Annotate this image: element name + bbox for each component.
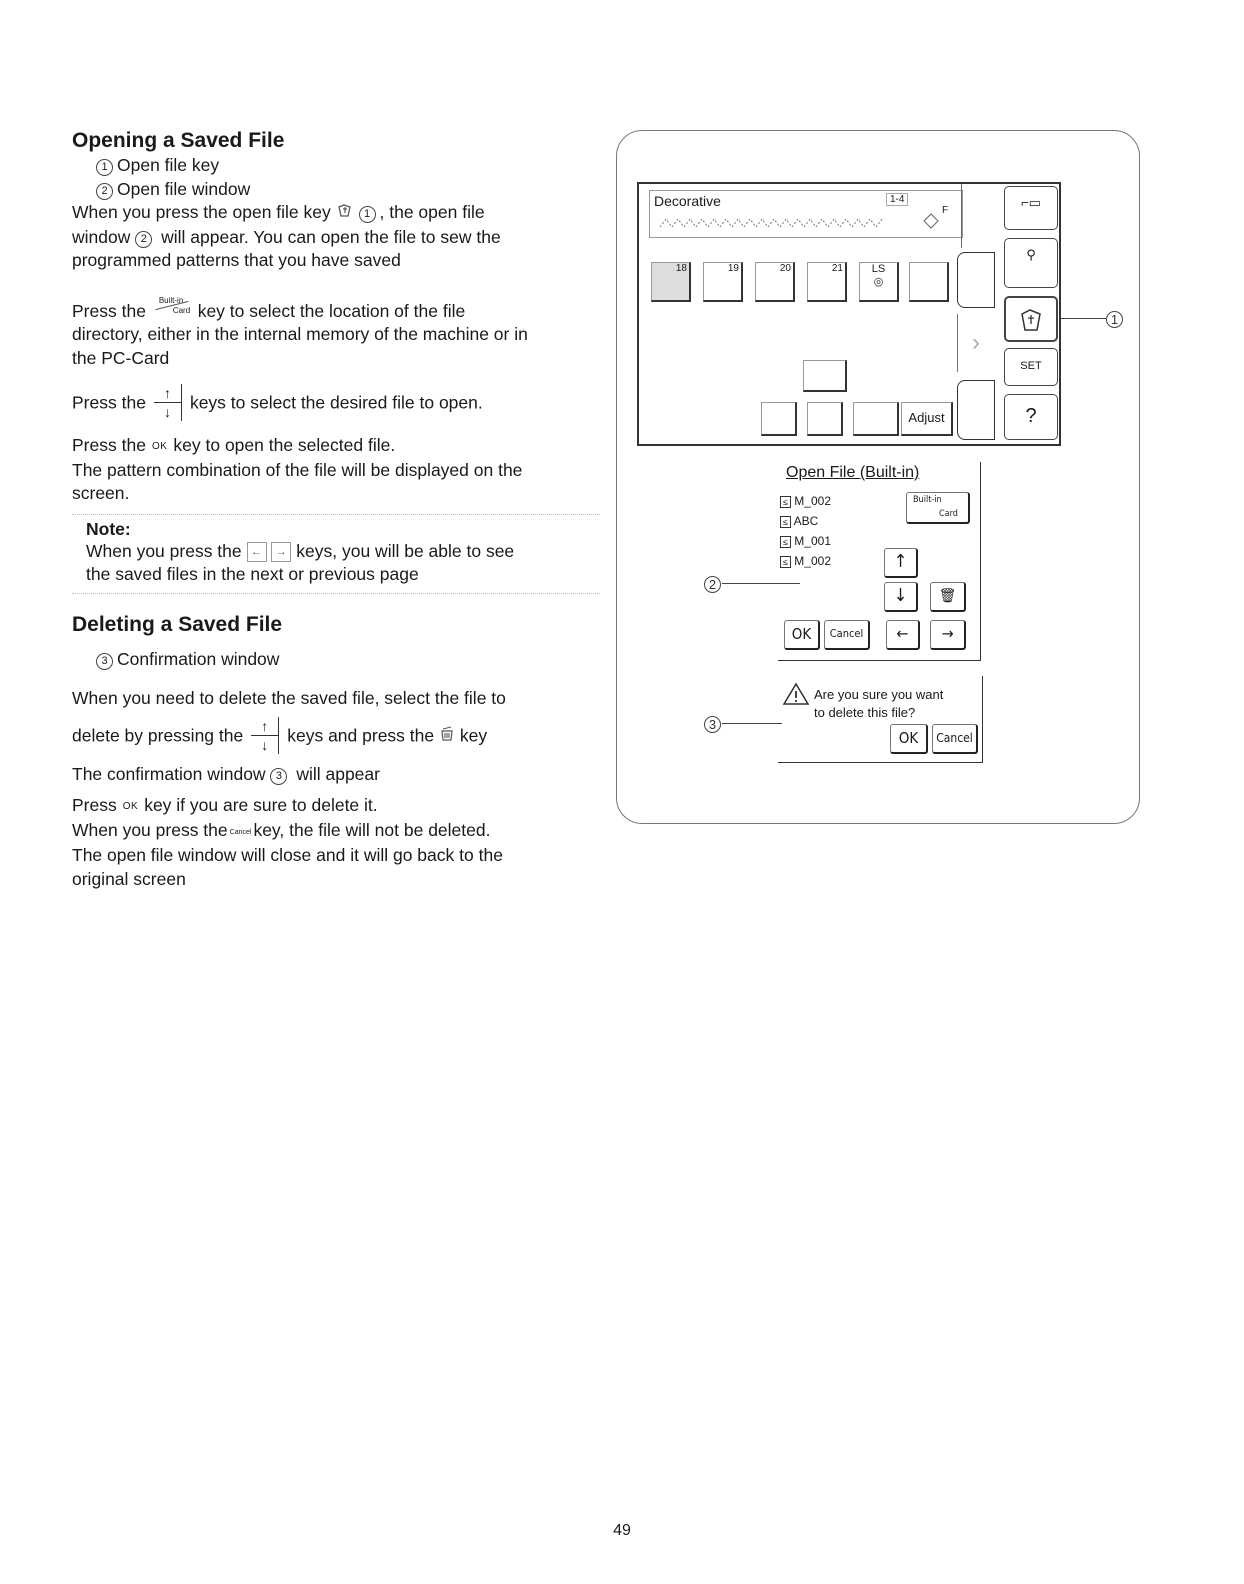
message-line: to delete this file? <box>814 705 916 720</box>
note-label: Note: <box>86 518 131 539</box>
pattern-tile[interactable] <box>651 262 691 302</box>
text: keys and press the <box>287 725 435 746</box>
text-column <box>72 128 600 891</box>
rotate-icon <box>920 211 942 231</box>
warning-icon <box>782 682 810 706</box>
list-item-label: Open file window <box>117 178 251 199</box>
text: When you press the <box>72 819 228 840</box>
toggle-label: Built-in <box>913 495 942 505</box>
delete-key-icon <box>439 724 455 749</box>
list-item <box>96 154 600 178</box>
list-item <box>96 178 600 202</box>
ls-key[interactable]: LS ◎ <box>859 262 899 302</box>
pattern-display <box>649 190 963 238</box>
callout-2: 2 <box>704 576 721 593</box>
ls-label: LS <box>871 263 886 275</box>
text: When you press the <box>86 540 242 561</box>
paragraph <box>72 794 600 819</box>
page-number: 49 <box>613 1522 631 1539</box>
tile-number: 21 <box>831 263 843 274</box>
confirmation-window <box>778 676 983 763</box>
ref-number: 1 <box>359 206 376 223</box>
list-item <box>96 648 600 672</box>
section-title-opening: Opening a Saved File <box>72 129 285 152</box>
up-down-keys-icon: ↑ ↓ <box>154 384 182 424</box>
paragraph: The pattern combination of the file will be displayed on the <box>72 459 523 480</box>
text: keys to select the desired file to open. <box>189 392 483 413</box>
confirm-message <box>814 686 943 722</box>
next-page-icon: → <box>271 542 291 562</box>
file-list <box>780 492 831 572</box>
list-item-label: Open file key <box>117 155 220 175</box>
next-page-icon[interactable]: → <box>930 620 966 650</box>
message-line: Are you sure you want <box>814 687 944 702</box>
icon-label: Card <box>172 305 191 315</box>
file-name: ABC <box>793 514 819 528</box>
previous-page-icon: ← <box>247 542 267 562</box>
ref-number: 2 <box>96 183 113 200</box>
text: key <box>459 725 488 746</box>
side-tab[interactable] <box>957 252 995 308</box>
edit-key[interactable] <box>853 402 899 436</box>
text: key to open the selected file. <box>173 435 396 456</box>
delete-key-icon[interactable]: 🗑 <box>930 582 966 612</box>
tile-number: 20 <box>779 263 791 274</box>
chevron-right-icon[interactable]: › <box>957 314 994 372</box>
text: will appear <box>296 763 380 784</box>
previous-page-icon[interactable]: ← <box>886 620 920 650</box>
text: keys, you will be able to see <box>296 540 515 561</box>
text: key if you are sure to delete it. <box>144 795 378 816</box>
list-item[interactable] <box>780 552 831 572</box>
pattern-tile[interactable] <box>703 262 743 302</box>
edit-key[interactable] <box>807 402 843 436</box>
note-text: the saved files in the next or previous page <box>86 564 419 585</box>
ref-number: 3 <box>270 768 287 785</box>
mode-label: Decorative <box>654 193 721 209</box>
down-arrow-icon[interactable]: ↓ <box>884 582 918 612</box>
status-indicator: 1-4 <box>886 193 908 206</box>
paragraph <box>72 226 600 250</box>
paragraph <box>72 297 600 324</box>
embroidery-icon[interactable]: ⚲ <box>1004 238 1058 288</box>
list-item[interactable] <box>780 492 831 512</box>
text: , the open file <box>379 202 485 222</box>
ok-key-icon: OK <box>122 801 139 813</box>
builtin-card-key-icon <box>151 297 193 315</box>
side-tab[interactable] <box>961 184 1000 248</box>
ok-key-icon: OK <box>151 441 168 453</box>
sewing-machine-icon[interactable]: ⌐▭ <box>1004 186 1058 230</box>
toggle-label: Card <box>939 509 958 519</box>
cancel-button[interactable]: Cancel <box>932 724 978 754</box>
icon-label: Built-in <box>158 295 184 305</box>
paragraph <box>72 201 600 226</box>
ok-button[interactable]: OK <box>890 724 928 754</box>
side-tab[interactable] <box>957 380 995 440</box>
text: Press the <box>72 392 146 413</box>
text: key to select the location of the file <box>197 300 466 321</box>
leader-line <box>722 723 782 724</box>
callout-1: 1 <box>1106 311 1123 328</box>
tile-number: 19 <box>727 263 739 274</box>
note-text <box>86 540 600 564</box>
file-icon: ≤ <box>780 496 791 508</box>
open-file-key-icon <box>336 201 354 226</box>
stitch-pattern-icon <box>660 215 890 231</box>
ref-number: 3 <box>96 653 113 670</box>
text: delete by pressing the <box>72 725 244 746</box>
text: The confirmation window <box>72 763 266 784</box>
f-label: F <box>942 205 949 216</box>
file-name: M_001 <box>794 534 831 548</box>
file-name: M_002 <box>794 494 831 508</box>
ok-button[interactable]: OK <box>784 620 820 650</box>
ref-number: 1 <box>96 159 113 176</box>
help-key[interactable]: ? <box>1004 394 1058 440</box>
list-item[interactable] <box>780 512 831 532</box>
machine-screen <box>637 182 1061 446</box>
file-icon: ≤ <box>780 516 791 528</box>
pattern-tile[interactable] <box>755 262 795 302</box>
text: key, the file will not be deleted. <box>253 819 491 840</box>
file-name: M_002 <box>794 554 831 568</box>
ref-number: 2 <box>135 231 152 248</box>
blank-tile[interactable] <box>909 262 949 302</box>
paragraph: original screen <box>72 868 186 889</box>
paragraph <box>72 819 600 845</box>
text: window <box>72 226 131 247</box>
leader-line <box>1060 318 1106 319</box>
section-title-deleting: Deleting a Saved File <box>72 612 283 636</box>
paragraph: When you need to delete the saved file, select the file to <box>72 688 506 709</box>
text: will appear. You can open the file to sew the <box>161 226 501 247</box>
open-file-key-icon[interactable] <box>1004 296 1058 342</box>
paragraph: the PC-Card <box>72 347 170 368</box>
up-down-keys-icon: ↑ ↓ <box>251 717 279 757</box>
callout-3: 3 <box>704 716 721 733</box>
cancel-key-icon: Cancel <box>229 828 252 836</box>
list-item-label: Confirmation window <box>117 648 280 669</box>
file-icon: ≤ <box>780 556 791 568</box>
text: When you press the open file key <box>72 202 331 222</box>
file-icon: ≤ <box>780 536 791 548</box>
edit-key[interactable] <box>761 402 797 436</box>
paragraph <box>72 763 600 787</box>
set-key[interactable]: SET <box>1004 348 1058 386</box>
text: Press <box>72 795 117 816</box>
list-item[interactable] <box>780 532 831 552</box>
mirror-key[interactable] <box>803 360 847 392</box>
builtin-card-toggle[interactable] <box>906 492 970 524</box>
paragraph: directory, either in the internal memory of the machine or in <box>72 324 528 345</box>
paragraph <box>72 717 600 757</box>
pattern-tile[interactable] <box>807 262 847 302</box>
paragraph: The open file window will close and it will go back to the <box>72 845 503 866</box>
window-title: Open File (Built-in) <box>786 464 920 481</box>
open-file-window <box>778 462 981 661</box>
paragraph: screen. <box>72 483 130 504</box>
text: Press the <box>72 300 146 321</box>
tile-number: 18 <box>675 263 687 274</box>
note-box <box>72 514 600 594</box>
adjust-button[interactable]: Adjust <box>901 402 953 436</box>
paragraph: programmed patterns that you have saved <box>72 250 401 271</box>
paragraph <box>72 384 600 424</box>
text: Press the <box>72 435 146 456</box>
leader-line <box>722 583 800 584</box>
cancel-button[interactable]: Cancel <box>824 620 870 650</box>
paragraph <box>72 434 600 459</box>
up-arrow-icon[interactable]: ↑ <box>884 548 918 578</box>
